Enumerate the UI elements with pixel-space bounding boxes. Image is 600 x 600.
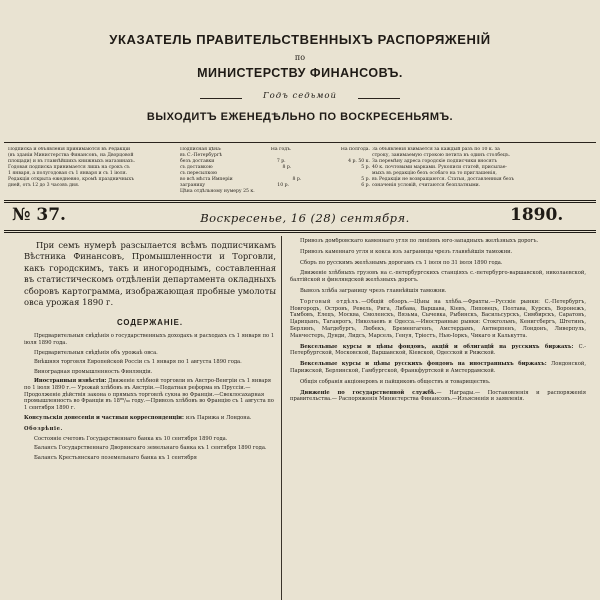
toc-item: Виноградная промышленность Финляндіи. — [34, 368, 153, 375]
toc-item: Состояніе счетовъ Государственнаго банка къ 10 сентября 1890 года. — [34, 435, 228, 442]
masthead-ministry: МИНИСТЕРСТВУ ФИНАНСОВЪ. — [197, 66, 403, 80]
toc-item: Вывозъ хлѣба заграницу чрезъ главнѣйшія таможни. — [300, 287, 447, 294]
column-divider — [281, 236, 282, 600]
masthead-year-line — [200, 91, 400, 105]
issue-year: 1890. — [510, 205, 564, 225]
price-city: въ С.-Петербургѣ — [180, 153, 223, 158]
toc-item: Внѣшняя торговля Европейской Россіи съ 1 января по 1 августа 1890 года. — [34, 359, 242, 366]
price-header: Подписная цѣна: На годъ. На полгода. — [180, 147, 370, 152]
masthead-year: Годъ седьмой — [263, 91, 337, 101]
toc-exchange-foreign: Вексельные курсы и цѣны русскихъ фондовъ на иностранныхъ биржахъ: Лондонской, Парижской, Берлинской, Гамбургской, Франкфуртской и Амстердамской. — [290, 361, 586, 374]
toc-consular: Консульскія донесенія и частныя корреспонденціи: изъ Парижа и Лондона. — [24, 415, 252, 422]
toc-item-foreign: Иностранныя извѣстія: Движеніе хлѣбной торговли въ Австро-Венгріи съ 1 января по 1 іюля 1890 г.— Урожай хлѣбовъ въ Австріи.—Податная реформа въ Пруссіи.—Продолженіе дѣйствія закона о прямыхъ торговлѣ сукна во Франціи.—Свеклосахарная промышленность во Франціи въ 18⁸⁹/₉₀ году.—Привозъ хлѣбовъ во Францію съ 1 августа по 1 сентября 1890 г. — [24, 378, 274, 411]
masthead-preposition: по — [294, 53, 306, 62]
issue-date: Воскресенье, 16 (28) сентября. — [200, 211, 410, 225]
subscription-top-rule — [4, 142, 596, 143]
toc-review: Обозрѣніе. — [24, 425, 63, 432]
price-single: Цѣна отдѣльному нумеру 25 к. — [180, 189, 255, 194]
issue-number: № 37. — [12, 205, 66, 225]
masthead-title: УКАЗАТЕЛЬ ПРАВИТЕЛЬСТВЕННЫХЪ РАСПОРЯЖЕНІЙ — [109, 32, 491, 47]
toc-movement: Движеніе по государственной службѣ.— Награды.— Постановленія и распоряженія правительства.— Распоряженія Министерства Финансовъ.—Изъясненія и заявленія. — [290, 389, 586, 403]
price-row: заграницу 10 р. 6 р. — [180, 183, 370, 188]
subscription-terms: Подписка и объявленія принимаются въ Редакціи (въ зданіи Министерства Финансовъ, на Дворцовой площади) и въ главнѣйшихъ книжныхъ магазинахъ. Годовая подписка принимается лишь на срокъ съ 1 января, а полугодовая съ 1 января и съ 1 іюля. Редакція открыта ежедневно, кромѣ праздничныхъ дней, отъ 12 до 3 часовъ дня. — [8, 147, 135, 188]
toc-item: Привозъ домбровскаго каменнаго угля по линіямъ юго-западныхъ желѣзныхъ дорогъ. — [300, 238, 539, 244]
masthead-schedule: ВЫХОДИТЪ ЕЖЕНЕДѢЛЬНО ПО ВОСКРЕСЕНЬЯМЪ. — [146, 111, 454, 123]
toc-exchange-russian: Вексельные курсы и цѣны фондовъ, акцій и облигацій на русскихъ биржахъ: С.-Петербургской, Московской, Варшавской, Кіевской, Одесской и Рижской. — [290, 343, 586, 357]
subscription-prices — [180, 147, 370, 197]
price-row: съ доставкою 8 р. 5 р. — [180, 165, 370, 170]
contents-heading: СОДЕРЖАНІЕ. — [116, 318, 184, 328]
toc-trade-section: Торговый отдѣлъ.—Общій обзоръ.—Цѣны на хлѣба.—Фрахты.—Русскіе рынки: С.-Петербургъ, Новгородъ, Островъ, Ревель, Рига, Либава, Варшава, Кіевъ, Липовецъ, Полтава, Курскъ, Воронежъ, Тамбовъ, Елецъ, Москва, Смоленскъ, Вязьма, Сычевка, Рыбинскъ, Васильсурскъ, Симбирскъ, Саратовъ, Царицынъ, Таганрогъ, Николаевъ и Одесса.—Иностранные рынки: Стокгольмъ, Кенигсбергъ, Штетинъ, Берлинъ, Магдебургъ, Любекъ, Бременгагенъ, Амстердамъ, Антверпенъ, Лондонъ, Ливерпуль, Манчестеръ, Дунди, Лидсъ, Марсель, Генуя, Тріестъ, Нью-Іоркъ, Чикаго и Калькутта. — [290, 298, 586, 339]
left-column — [24, 238, 276, 464]
price-transfer: съ пересылкою — [180, 171, 218, 176]
toc-item: Привозъ каменнаго угля и кокса изъ заграницы чрезъ главнѣйшія таможни. — [300, 248, 513, 255]
toc-item: Предварительныя свѣдѣнія о государственныхъ доходахъ и расходахъ съ 1 января по 1 іюля 1890 года. — [24, 333, 275, 347]
advertising-terms: За объявленія взимается за каждый разъ по 10 к. за строку, занимаемую строкою петита въ одинъ столбецъ. За перемѣну адреса городскіе подписчики вносятъ 40 к. почтовыми марками. Рукописи статей, присылае- мыхъ въ редакцію безъ особаго на то приглашенія, въ Редакціи не возвращаются. Статьи, доставленныя безъ означенія условій, считаются безплатными. — [372, 147, 515, 188]
toc-item: Балансъ Крестьянскаго поземельнаго банка къ 1 сентября — [34, 454, 197, 461]
right-column — [290, 238, 586, 407]
toc-item: Предварительныя свѣдѣнія объ урожаѣ овса. — [34, 349, 158, 356]
toc-item: Балансъ Государственнаго Дворянскаго земельнаго банка къ 1 сентября 1890 года. — [34, 445, 267, 452]
toc-item: Движеніе хлѣбныхъ грузовъ на с.-петербургскихъ станціяхъ с.-петербурго-варшавской, николаевской, балтійской и финляндской желѣзныхъ дорогъ. — [290, 270, 586, 284]
price-row: безъ доставки 7 р. 4 р. 50 к. — [180, 159, 370, 164]
supplement-notice: При семъ нумерѣ разсылается всѣмъ подписчикамъ Вѣстника Финансовъ, Промышленности и Торговли, какъ городскимъ, такъ и иногороднымъ, составленная въ статистическомъ отдѣленіи департамента окладныхъ сборовъ картограмма, изображающая пробные умолоты овса урожая 1890 г. — [24, 240, 276, 308]
toc-meetings: Общія собранія акціонеровъ и пайщиковъ обществъ и товариществъ. — [300, 378, 491, 385]
year-rule-right — [358, 98, 400, 99]
toc-item: Сборъ по русскимъ желѣзнымъ дорогамъ съ 1 іюля по 31 іюля 1890 года. — [300, 259, 503, 266]
price-row: во всѣ мѣста Имперіи 8 р. 5 р. — [180, 177, 370, 182]
table-of-contents — [24, 333, 276, 461]
